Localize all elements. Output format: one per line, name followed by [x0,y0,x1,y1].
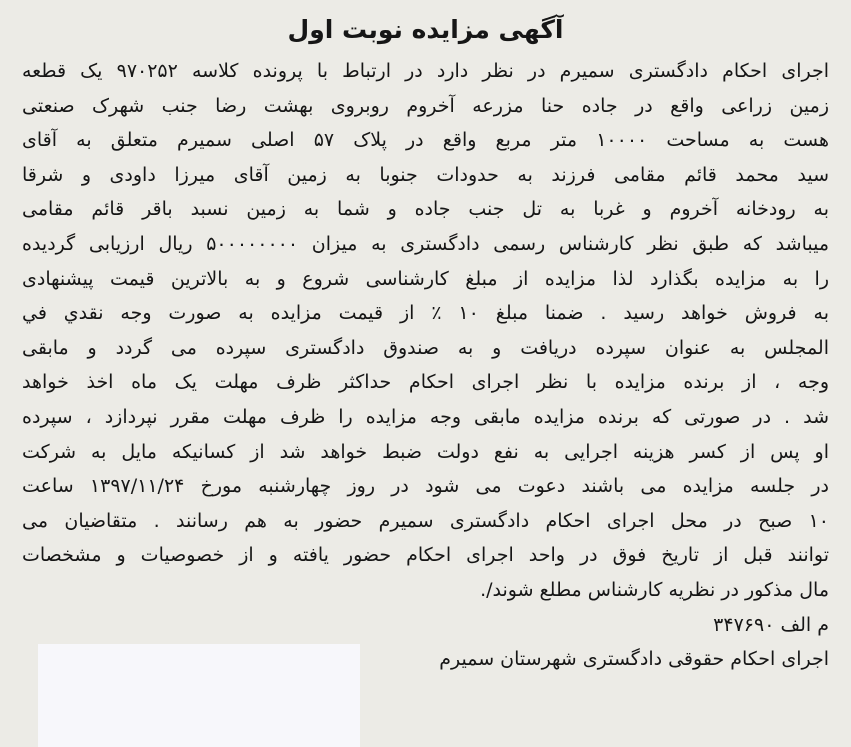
notice-line: شد . در صورتی که برنده مزایده مابقی وجه مزایده را ظرف مهلت مقرر نپردازد ، سپرده [22,405,829,428]
signature: اجرای احکام حقوقی دادگستری شهرستان سمیرم [439,648,829,671]
notice-line: سید محمد قائم مقامی فرزند به حدودات جنوبا به زمین آقای میرزا داودی و شرقا [22,163,829,186]
notice-line: او پس از کسر هزینه اجرایی به نفع دولت ضبط خواهد شد از کسانیکه مایل به شرکت [22,440,829,463]
notice-line: در جلسه مزایده می باشند دعوت می شود در روز چهارشنبه مورخ ۱۳۹۷/۱۱/۲۴ ساعت [22,475,829,498]
notice-line: اجرای احکام دادگستری سمیرم در نظر دارد در ارتباط با پرونده کلاسه ۹۷۰۲۵۲ یک قطعه [22,60,829,82]
notice-body [22,54,829,608]
notice-line: به فروش خواهد رسید . ضمنا مبلغ ۱۰ ٪ از قیمت مزایده به صورت وجه نقدي في [22,302,829,325]
notice-line: مال مذکور در نظریه کارشناس مطلع شوند/. [480,578,829,601]
notice-line: به رودخانه آخروم و غربا به تل جنب جاده و شما به زمین نسبد باقر قائم مقامی [22,198,829,221]
notice-line: میباشد که طبق نظر کارشناس رسمی دادگستری به میزان ۵۰۰۰۰۰۰۰۰ ریال ارزیابی گردیده [22,232,829,255]
notice-line: ۱۰ صبح در محل اجرای احکام دادگستری سمیرم حضور به هم رسانند . متقاضیان می [22,509,829,532]
notice-line: المجلس به عنوان سپرده دریافت و به صندوق دادگستری سپرده می گردد و مابقی [22,336,829,359]
reference-number: م الف ۳۴۷۶۹۰ [713,613,829,636]
redaction-box [38,644,360,747]
notice-title: آگهی مزایده نوبت اول [287,15,564,44]
notice-line: را به مزایده بگذارد لذا مزایده از مبلغ کارشناسی شروع و به بالاترین قیمت پیشنهادی [22,267,829,290]
notice-line: زمین زراعی واقع در جاده حنا مزرعه آخروم روبروی بهشت رضا جنب شهرک صنعتی [22,94,829,117]
notice-line: وجه ، از برنده مزایده با نظر اجرای احکام حداکثر ظرف مهلت یک ماه اخذ خواهد [22,371,829,394]
notice-line: توانند قبل از تاریخ فوق در واحد اجرای احکام حضور یافته و از خصوصیات و مشخصات [22,544,829,567]
notice-line: هست به مساحت ۱۰۰۰۰ متر مربع واقع در پلاک ۵۷ اصلی سمیرم متعلق به آقای [22,129,829,152]
